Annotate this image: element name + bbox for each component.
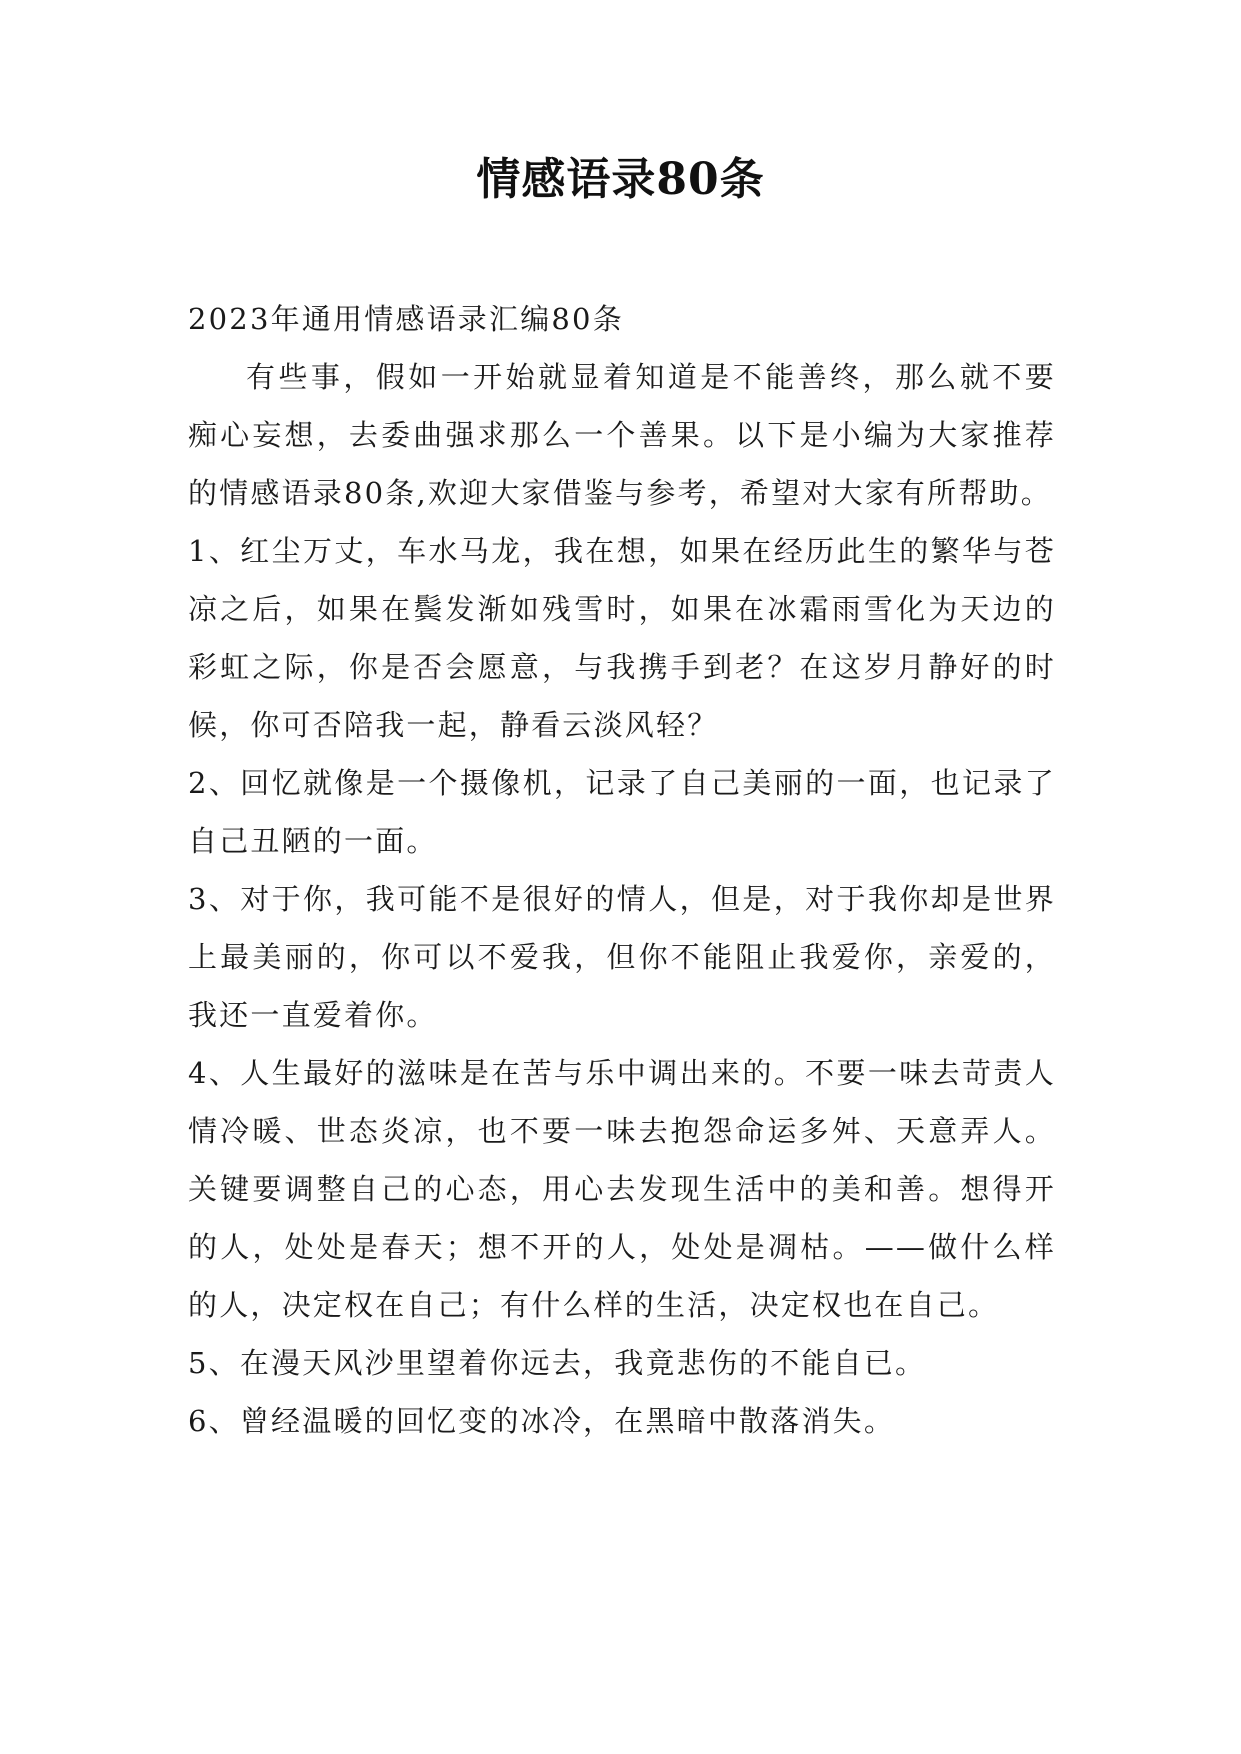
document-title: 情感语录80条 xyxy=(476,154,765,205)
quote-item-2: 2、回忆就像是一个摄像机，记录了自己美丽的一面，也记录了自己丑陋的一面。 xyxy=(188,766,1056,858)
quote-item-6: 6、曾经温暖的回忆变的冰冷，在黑暗中散落消失。 xyxy=(188,1404,896,1438)
intro-paragraph: 有些事，假如一开始就显着知道是不能善终，那么就不要痴心妄想，去委曲强求那么一个善果。以下是小编为大家推荐的情感语录80条,欢迎大家借鉴与参考，希望对大家有所帮助。 xyxy=(188,360,1056,510)
quote-item-1: 1、红尘万丈，车水马龙，我在想，如果在经历此生的繁华与苍凉之后，如果在鬓发渐如残雪时，如果在冰霜雨雪化为天边的彩虹之际，你是否会愿意，与我携手到老？在这岁月静好的时候，你可否陪我一起，静看云淡风轻？ xyxy=(188,534,1056,742)
quote-item-3: 3、对于你，我可能不是很好的情人，但是，对于我你却是世界上最美丽的，你可以不爱我，但你不能阻止我爱你，亲爱的，我还一直爱着你。 xyxy=(188,882,1056,1032)
quote-item-4: 4、人生最好的滋味是在苦与乐中调出来的。不要一味去苛责人情冷暖、世态炎凉，也不要一味去抱怨命运多舛、天意弄人。关键要调整自己的心态，用心去发现生活中的美和善。想得开的人，处处是春天；想不开的人，处处是凋枯。——做什么样的人，决定权在自己；有什么样的生活，决定权也在自己。 xyxy=(188,1056,1056,1322)
document-body xyxy=(188,290,1056,1450)
document-subtitle: 2023年通用情感语录汇编80条 xyxy=(188,302,624,336)
quote-item-5: 5、在漫天风沙里望着你远去，我竟悲伤的不能自已。 xyxy=(188,1346,927,1380)
